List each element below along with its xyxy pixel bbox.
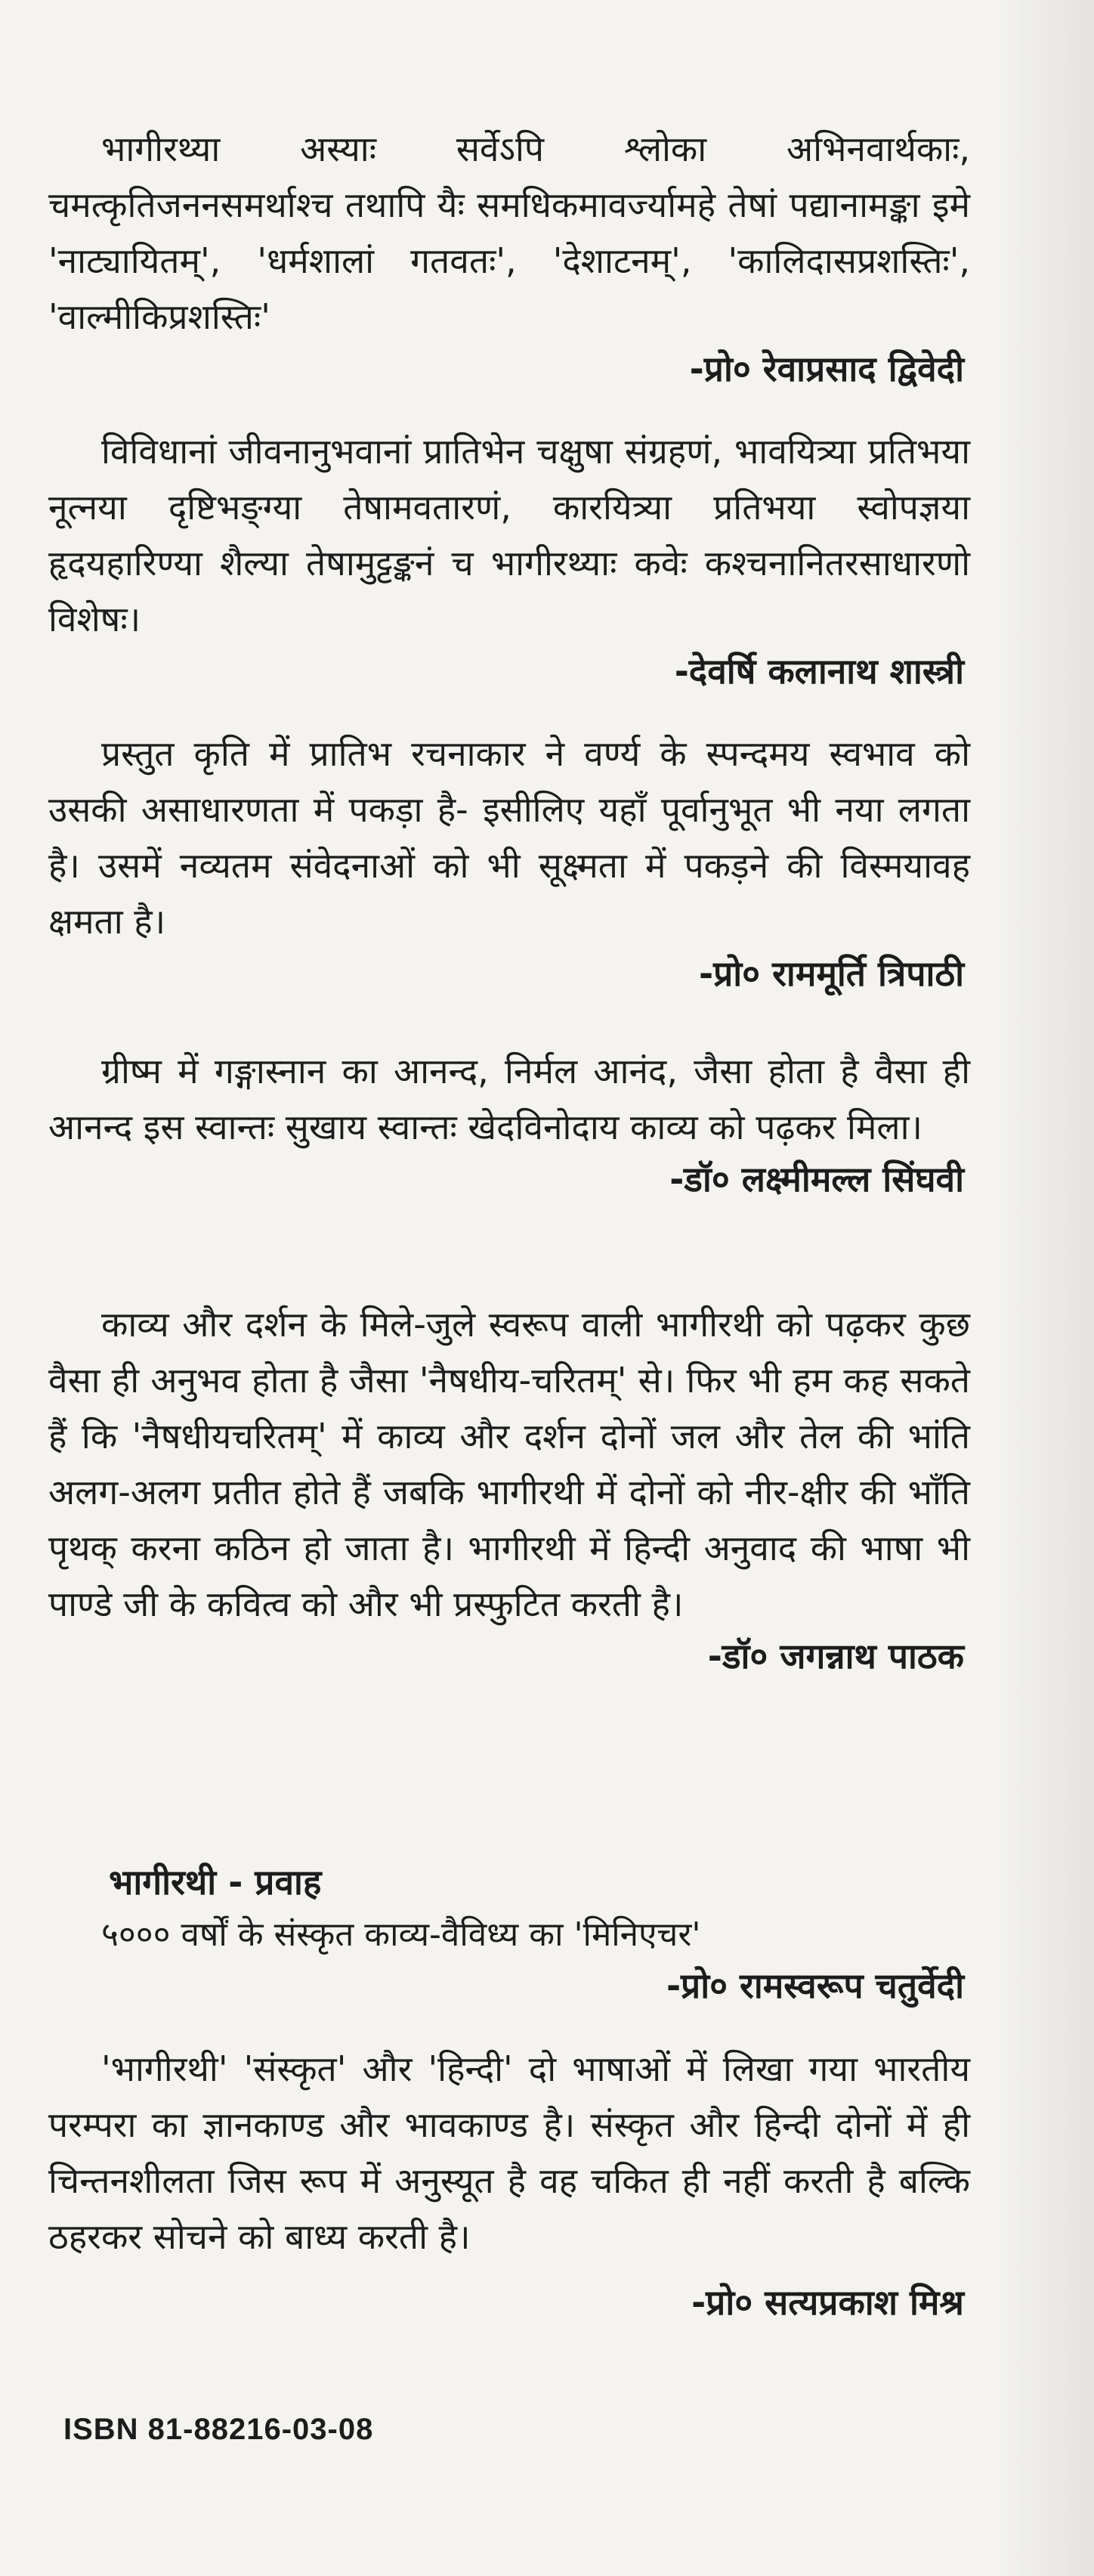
pravah-line: ५००० वर्षों के संस्कृत काव्य-वैविध्य का 'मिनिएचर' xyxy=(101,1915,701,1954)
closing-attribution: -प्रो० सत्यप्रकाश मिश्र xyxy=(691,2282,964,2323)
review-4-attribution: -डॉ० लक्ष्मीमल्ल सिंघवी xyxy=(669,1159,964,1200)
review-1-text: भागीरथ्या अस्याः सर्वेऽपि श्लोका अभिनवार्थकाः, चमत्कृतिजननसमर्थाश्च तथापि यैः समधिकमावर्ज्यामहे तेषां पद्यानामङ्का इमे 'नाट्यायितम्', 'धर्मशालां गतवतः', 'देशाटनम्', 'कालिदासप्रशस्तिः', 'वाल्मीकिप्रशस्तिः' xyxy=(48,128,970,337)
review-5-attribution: -डॉ० जगन्नाथ पाठक xyxy=(707,1636,964,1677)
review-2-text: विविधानां जीवनानुभवानां प्रातिभेन चक्षुषा संग्रहणं, भावयित्र्या प्रतिभया नूत्नया दृष्टिभङ्ग्या तेषामवतारणं, कारयित्र्या प्रतिभया स्वोपज्ञया हृदयहारिण्या शैल्या तेषामुट्टङ्कनं च भागीरथ्याः कवेः कश्चनानितरसाधारणो विशेषः। xyxy=(48,431,970,639)
review-2 xyxy=(48,423,970,695)
review-1 xyxy=(48,121,970,393)
review-3-text: प्रस्तुत कृति में प्रातिभ रचनाकार ने वर्ण्य के स्पन्दमय स्वभाव को उसकी असाधारणता में पकड़ा है- इसीलिए यहाँ पूर्वानुभूत भी नया लगता है। उसमें नव्यतम संवेदनाओं को भी सूक्ष्मता में पकड़ने की विस्मयावह क्षमता है। xyxy=(48,733,970,942)
isbn: ISBN 81-88216-03-08 xyxy=(63,2413,374,2446)
review-3 xyxy=(48,726,970,998)
review-4 xyxy=(48,1043,970,1203)
pravah-heading: भागीरथी - प्रवाह xyxy=(109,1862,322,1903)
review-5-text: काव्य और दर्शन के मिले-जुले स्वरूप वाली भागीरथी को पढ़कर कुछ वैसा ही अनुभव होता है जैसा 'नैषधीय-चरितम्' से। फिर भी हम कह सकते हैं कि 'नैषधीयचरितम्' में काव्य और दर्शन दोनों जल और तेल की भांति अलग-अलग प्रतीत होते हैं जबकि भागीरथी में दोनों को नीर-क्षीर की भाँति पृथक् करना कठिन हो जाता है। भागीरथी में हिन्दी अनुवाद की भाषा भी पाण्डे जी के कवित्व को और भी प्रस्फुटित करती है। xyxy=(48,1304,970,1624)
closing-review xyxy=(48,2041,970,2327)
pravah-section xyxy=(48,1856,970,2010)
review-4-text: ग्रीष्म में गङ्गास्नान का आनन्द, निर्मल आनंद, जैसा होता है वैसा ही आनन्द इस स्वान्तः सुखाय स्वान्तः खेदविनोदाय काव्य को पढ़कर मिला। xyxy=(48,1051,970,1147)
review-1-attribution: -प्रो० रेवाप्रसाद द्विवेदी xyxy=(689,348,964,389)
page-edge-shadow xyxy=(996,0,1094,2576)
pravah-attribution: -प्रो० रामस्वरूप चतुर्वेदी xyxy=(666,1965,964,2006)
review-5 xyxy=(48,1296,970,1680)
review-2-attribution: -देवर्षि कलानाथ शास्त्री xyxy=(674,651,964,692)
review-3-attribution: -प्रो० राममूर्ति त्रिपाठी xyxy=(699,953,964,994)
closing-text: 'भागीरथी' 'संस्कृत' और 'हिन्दी' दो भाषाओं में लिखा गया भारतीय परम्परा का ज्ञानकाण्ड और भावकाण्ड है। संस्कृत और हिन्दी दोनों में ही चिन्तनशीलता जिस रूप में अनुस्यूत है वह चकित ही नहीं करती है बल्कि ठहरकर सोचने को बाध्य करती है। xyxy=(48,2048,970,2257)
